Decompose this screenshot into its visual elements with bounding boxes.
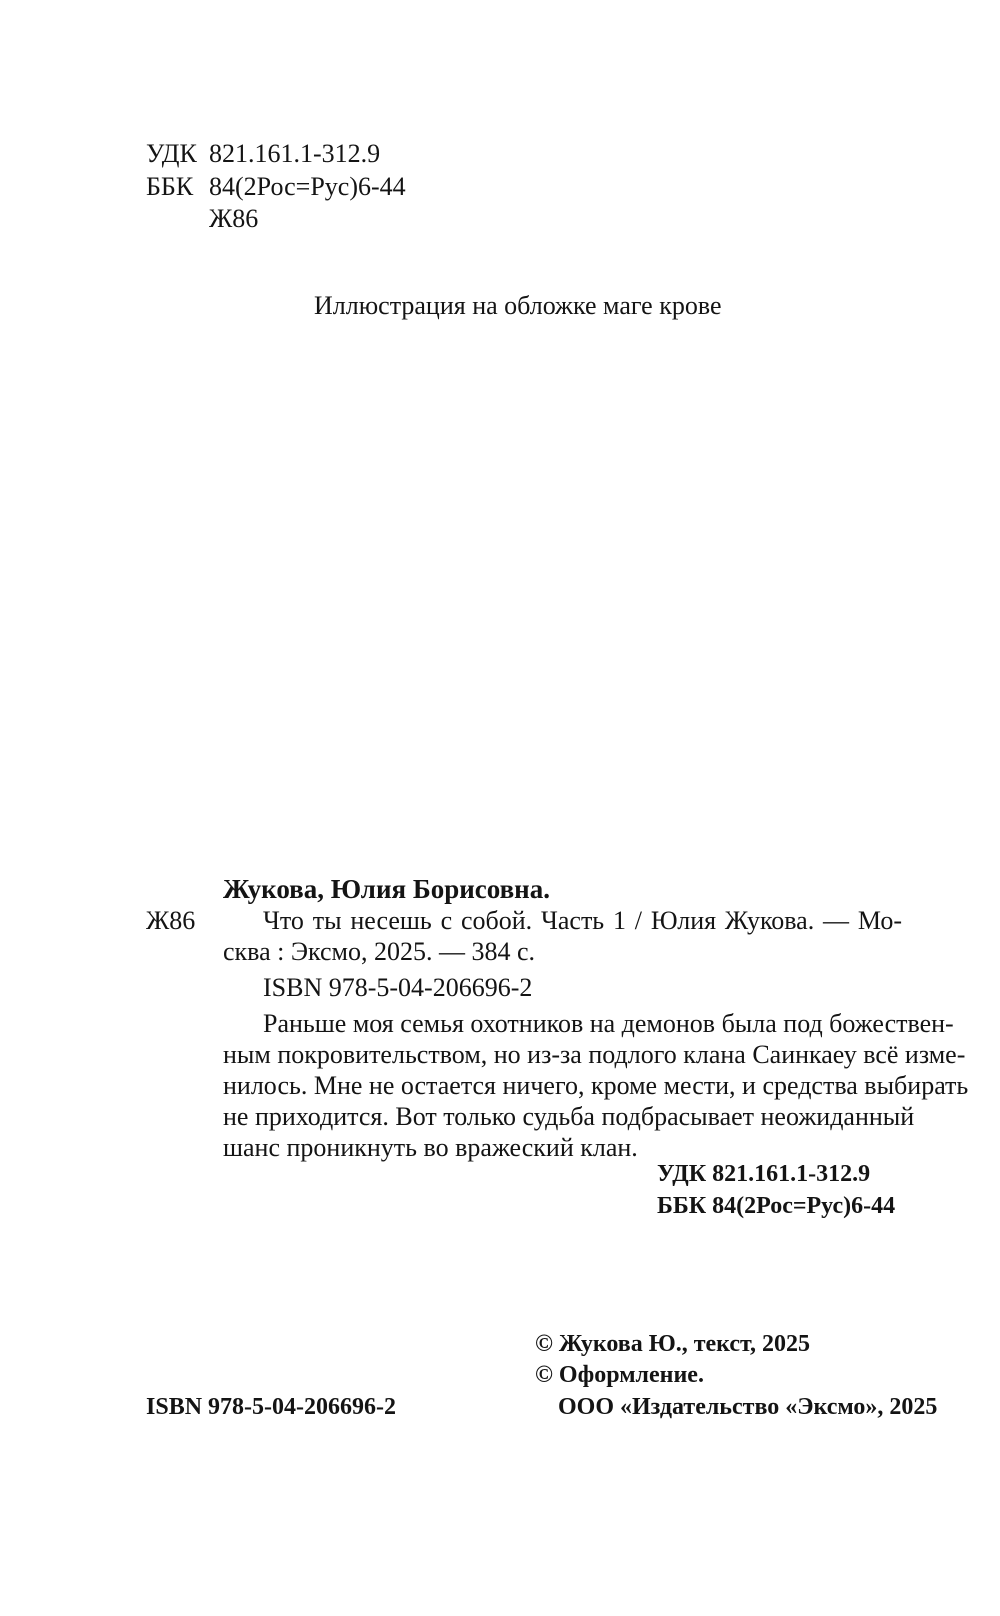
- annotation-line: Раньше моя семья охотников на демонов была под божествен-: [263, 1009, 954, 1038]
- title-line: сква : Эксмо, 2025. — 384 с.: [223, 937, 536, 966]
- isbn-record: ISBN 978-5-04-206696-2: [263, 973, 533, 1002]
- copyright-publisher: ООО «Издательство «Эксмо», 2025: [558, 1394, 938, 1420]
- annotation-line: шанс проникнуть во вражеский клан.: [223, 1133, 638, 1162]
- author-heading: Жукова, Юлия Борисовна.: [223, 874, 550, 904]
- title-line: Что ты несешь с собой. Часть 1 / Юлия Жукова. — Мо-: [263, 906, 902, 935]
- bbk-value: 84(2Рос=Рус)6-44: [209, 172, 406, 201]
- bbk-bold: ББК 84(2Рос=Рус)6-44: [657, 1193, 896, 1219]
- copyright-text: © Жукова Ю., текст, 2025: [535, 1331, 811, 1357]
- author-mark-top: Ж86: [209, 204, 259, 233]
- annotation-line: не приходится. Вот только судьба подбрасывает неожиданный: [223, 1102, 915, 1131]
- author-mark: Ж86: [146, 906, 196, 935]
- annotation-line: ным покровительством, но из-за подлого клана Саинкаеу всё изме-: [223, 1040, 966, 1069]
- copyright-design: © Оформление.: [535, 1362, 704, 1388]
- udk-value: 821.161.1-312.9: [209, 139, 381, 168]
- isbn-footer: ISBN 978-5-04-206696-2: [146, 1394, 396, 1420]
- annotation-first: [263, 1008, 954, 1039]
- bbk-label: ББК: [146, 172, 194, 201]
- annotation-rest: [223, 1039, 969, 1163]
- udk-bold: УДК 821.161.1-312.9: [657, 1161, 871, 1187]
- annotation-line: нилось. Мне не остается ничего, кроме мести, и средства выбирать: [223, 1071, 969, 1100]
- illustration-credit: Иллюстрация на обложке маге крове: [314, 291, 722, 320]
- title-statement: [263, 905, 902, 936]
- udk-label: УДК: [146, 139, 197, 168]
